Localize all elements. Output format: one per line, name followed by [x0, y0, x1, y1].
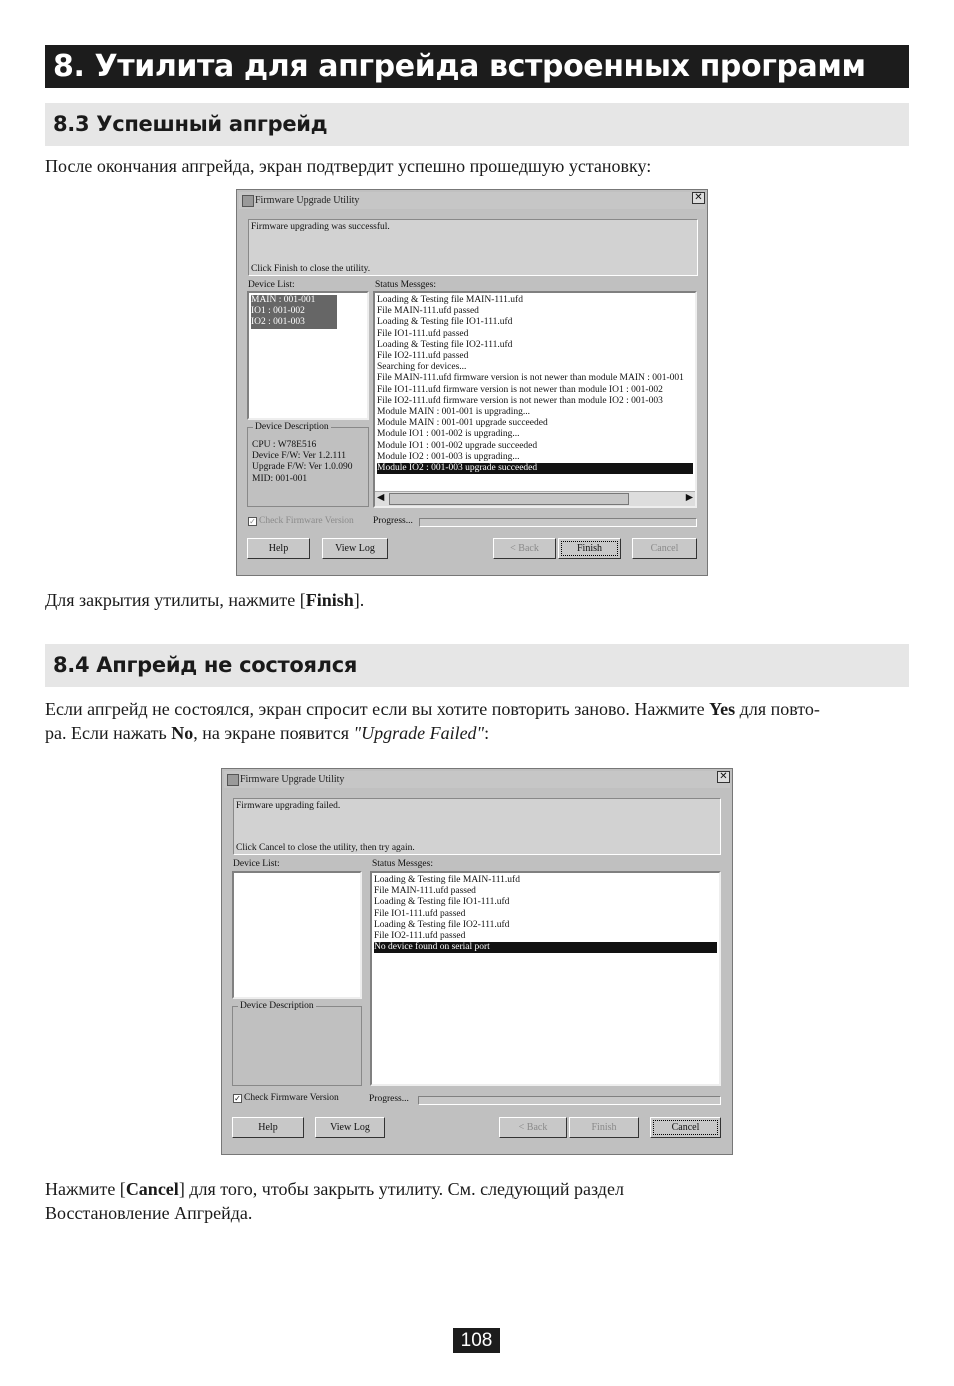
window-title: Firmware Upgrade Utility	[239, 192, 705, 209]
list-item[interactable]: MAIN : 001-001	[251, 295, 365, 306]
failure-window: Firmware Upgrade Utility ✕ Firmware upgrading failed. Click Cancel to close the utility, then try again. Device List: Device Description Status Messges: Loading & Testing file MAIN-111.ufd File MAIN-111.ufd passed Loading & Testing file IO1-111.ufd File IO1-111.ufd passed Loading & Testing file IO2-111.ufd File IO2-111.ufd passed No device found on serial port ✓ Check Firmware Version Progress... Help View Log < Back Finish Cancel	[221, 768, 733, 1155]
progress-bar	[418, 1096, 721, 1105]
list-item[interactable]: Loading & Testing file IO1-111.ufd	[377, 317, 513, 328]
device-description: Device Description	[232, 1006, 362, 1086]
success-intro: После окончания апгрейда, экран подтвердит успешно прошедшую установку:	[45, 156, 652, 176]
finish-button[interactable]: Finish	[558, 538, 621, 559]
back-button[interactable]: < Back	[493, 538, 556, 559]
progress-bar	[419, 518, 697, 527]
check-firmware-version[interactable]: ✓ Check Firmware Version	[249, 516, 354, 526]
list-item[interactable]: Module IO1 : 001-002 is upgrading...	[377, 429, 520, 440]
help-button[interactable]: Help	[247, 538, 310, 559]
success-window: Firmware Upgrade Utility ✕ Firmware upgrading was successful. Click Finish to close the utility. Device List: MAIN : 001-001 IO1 : 001-002 IO2 : 001-003 Device Description CPU : W78E516 Device F/W: Ver 1.2.111 Upgrade F/W: Ver 1.0.090 MID: 001-001 Status Messges: Loading & Testing file MAIN-111.ufd File MAIN-111.ufd passed Loading & Testing file IO1-111.ufd File IO1-111.ufd passed Loading & Testing file IO2-111.ufd File IO2-111.ufd passed Searching for devices... File MAIN-111.ufd firmware version is not newer than module MAIN : 001-001 File IO1-111.ufd firmware version is not newer than module IO1 : 001-002 File IO2-111.ufd firmware version is not newer than module IO2 : 001-003 Module MAIN : 001-001 is upgrading... Module MAIN : 001-001 upgrade succeeded Module IO1 : 001-002 is upgrading... Module IO1 : 001-002 upgrade succeeded Module IO2 : 001-003 is upgrading... Module IO2 : 001-003 upgrade succeeded ◀ ▶ ✓ Check Firmware Version Progress... Help View Log < Back Finish Cancel	[236, 189, 708, 576]
list-item[interactable]: Device F/W: Ver 1.2.111	[252, 451, 347, 462]
list-item[interactable]: File IO2-111.ufd firmware version is not newer than module IO2 : 001-003	[377, 395, 663, 406]
section-8-4-heading: 8.4 Апгрейд не состоялся	[45, 644, 909, 687]
message-box: Firmware upgrading failed. Click Cancel to close the utility, then try again.	[233, 798, 721, 855]
view-log-button[interactable]: View Log	[315, 1117, 385, 1138]
view-log-button[interactable]: View Log	[322, 538, 388, 559]
list-item[interactable]: File MAIN-111.ufd firmware version is not newer than module MAIN : 001-001	[377, 373, 684, 384]
list-item[interactable]: IO2 : 001-003	[251, 317, 365, 328]
device-description: Device Description CPU : W78E516 Device F/W: Ver 1.2.111 Upgrade F/W: Ver 1.0.090 MID: 001-001	[247, 427, 369, 507]
list-item[interactable]: Loading & Testing file IO1-111.ufd	[374, 897, 510, 908]
status-messages[interactable]	[370, 871, 721, 1086]
close-icon[interactable]: ✕	[692, 192, 705, 204]
list-item[interactable]: File IO1-111.ufd passed	[377, 328, 469, 339]
failure-paragraph: Если апгрейд не состоялся, экран спросит если вы хотите повторить заново. Нажмите Yes для повто- ра. Если нажать No, на экране появится "Upgrade Failed":	[45, 699, 820, 743]
cancel-button[interactable]: Cancel	[632, 538, 697, 559]
list-item[interactable]: File MAIN-111.ufd passed	[374, 886, 476, 897]
list-item[interactable]: Loading & Testing file IO2-111.ufd	[374, 919, 510, 930]
list-item[interactable]: File IO2-111.ufd passed	[374, 931, 466, 942]
list-item[interactable]: Searching for devices...	[377, 362, 467, 373]
list-item[interactable]: Upgrade F/W: Ver 1.0.090	[252, 462, 353, 473]
list-item[interactable]: Module MAIN : 001-001 is upgrading...	[377, 407, 531, 418]
section-8-3-heading: 8.3 Успешный апгрейд	[45, 103, 909, 146]
back-button[interactable]: < Back	[499, 1117, 567, 1138]
list-item[interactable]: MID: 001-001	[252, 473, 308, 484]
list-item[interactable]: Module IO2 : 001-003 upgrade succeeded	[377, 463, 693, 474]
list-item[interactable]: Loading & Testing file MAIN-111.ufd	[374, 875, 520, 885]
message-box: Firmware upgrading was successful. Click Finish to close the utility.	[248, 219, 698, 276]
window-title: Firmware Upgrade Utility	[224, 771, 730, 788]
cancel-button[interactable]: Cancel	[650, 1117, 721, 1138]
finish-instruction: Для закрытия утилиты, нажмите [Finish].	[45, 590, 365, 610]
status-messages[interactable]	[373, 291, 697, 508]
chapter-title: 8. Утилита для апгрейда встроенных программ	[45, 45, 909, 88]
list-item[interactable]: No device found on serial port	[374, 942, 717, 953]
list-item[interactable]: File MAIN-111.ufd passed	[377, 306, 479, 317]
horizontal-scrollbar[interactable]: ◀ ▶	[375, 491, 695, 506]
help-button[interactable]: Help	[232, 1117, 304, 1138]
device-list[interactable]	[247, 291, 369, 420]
list-item[interactable]: Module IO2 : 001-003 is upgrading...	[377, 451, 520, 462]
cancel-instruction: Нажмите [Cancel] для того, чтобы закрыть утилиту. См. следующий раздел Восстановление Апгрейда.	[45, 1179, 624, 1223]
close-icon[interactable]: ✕	[717, 771, 730, 783]
list-item[interactable]: Loading & Testing file IO2-111.ufd	[377, 339, 513, 350]
list-item[interactable]: Module MAIN : 001-001 upgrade succeeded	[377, 418, 548, 429]
device-list[interactable]	[232, 871, 362, 999]
list-item[interactable]: File IO1-111.ufd passed	[374, 908, 466, 919]
page-number: 108	[453, 1328, 500, 1353]
list-item[interactable]: File IO1-111.ufd firmware version is not newer than module IO1 : 001-002	[377, 384, 663, 395]
list-item[interactable]: Module IO1 : 001-002 upgrade succeeded	[377, 440, 538, 451]
list-item[interactable]: Loading & Testing file MAIN-111.ufd	[377, 295, 523, 305]
check-firmware-version[interactable]: ✓ Check Firmware Version	[234, 1093, 339, 1103]
list-item[interactable]: CPU : W78E516	[252, 440, 317, 450]
list-item[interactable]: File IO2-111.ufd passed	[377, 351, 469, 362]
list-item[interactable]: IO1 : 001-002	[251, 306, 365, 317]
finish-button[interactable]: Finish	[569, 1117, 639, 1138]
